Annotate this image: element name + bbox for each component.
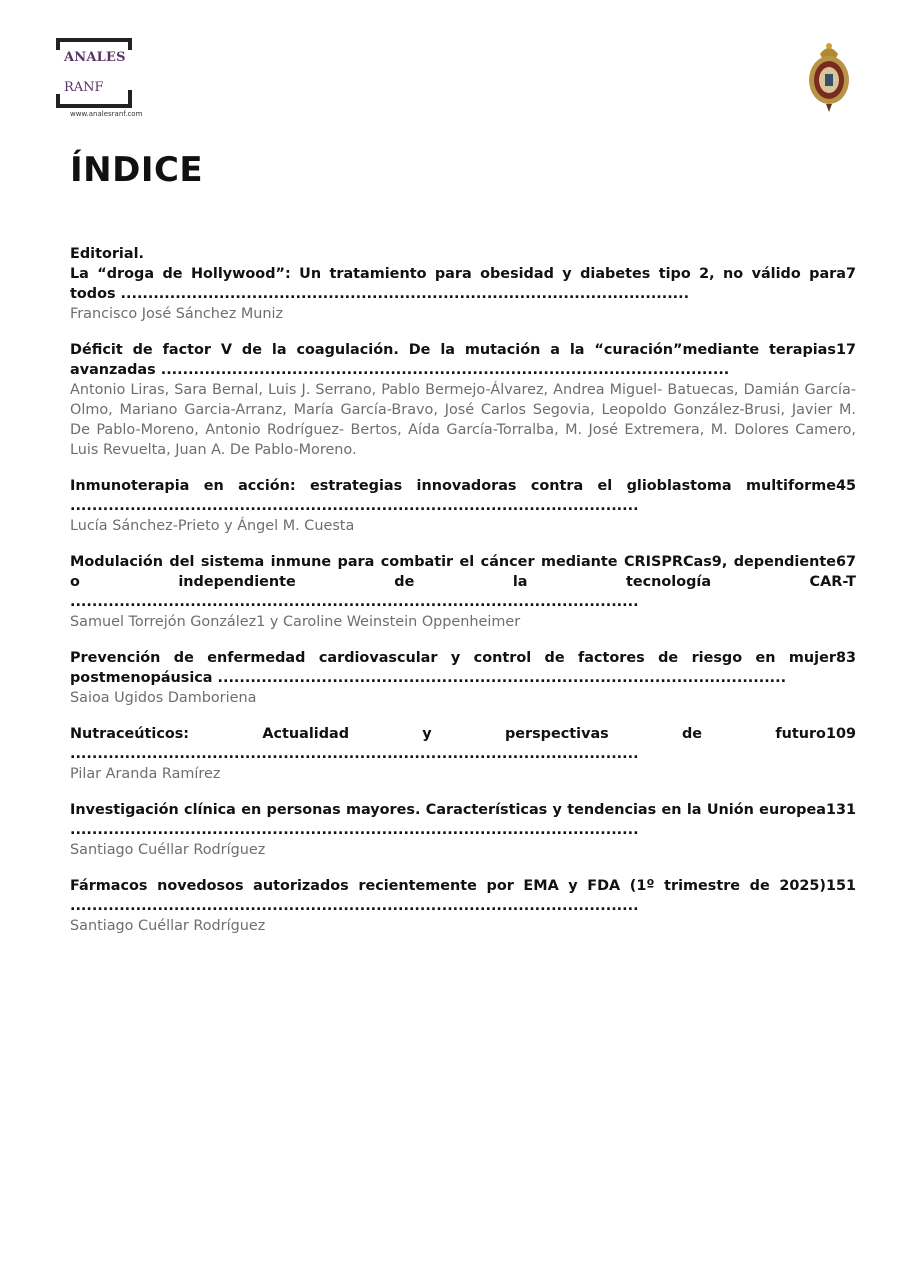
toc-entry: [70, 800, 856, 860]
editorial-label: Editorial.: [70, 246, 144, 262]
toc-entry-authors: Saioa Ugidos Damboriena: [70, 690, 257, 706]
logo-line-1: ANALES: [64, 50, 126, 65]
toc-entry-authors: Lucía Sánchez-Prieto y Ángel M. Cuesta: [70, 518, 355, 534]
logo-url: www.analesranf.com: [70, 110, 143, 118]
toc-entry-title: 7 La “droga de Hollywood”: Un tratamiento para obesidad y diabetes tipo 2, no válido para todos ........................................................................................................: [70, 266, 856, 302]
toc-entry: [70, 340, 856, 460]
toc-entry: [70, 876, 856, 936]
toc-entry-page: 109: [825, 726, 856, 742]
toc-entry-authors: Antonio Liras, Sara Bernal, Luis J. Serrano, Pablo Bermejo-Álvarez, Andrea Miguel- Batuecas, Damián García-Olmo, Mariano Garcia-Arranz, María García-Bravo, José Carlos Segovia, Leopoldo González-Brusi, Javier M. De Pablo-Moreno, Antonio Rodríguez- Bertos, Aída García-Torralba, M. José Extremera, M. Dolores Camero, Luis Revuelta, Juan A. De Pablo-Moreno.: [70, 382, 856, 458]
toc-entry: [70, 476, 856, 536]
toc-entry-page: 17: [835, 342, 856, 358]
table-of-contents: [70, 244, 856, 952]
toc-entry-title: 83 Prevención de enfermedad cardiovascular y control de factores de riesgo en mujer postmenopáusica ........................................................................................................: [70, 650, 856, 686]
toc-entry-page: 7: [845, 266, 856, 282]
toc-entry-page: 83: [835, 650, 856, 666]
toc-entry-authors: Samuel Torrejón González1 y Caroline Weinstein Oppenheimer: [70, 614, 521, 630]
toc-entry-authors: Francisco José Sánchez Muniz: [70, 306, 284, 322]
toc-entry: [70, 724, 856, 784]
logo-line-2: RANF: [64, 80, 104, 95]
toc-entry-title: 131 Investigación clínica en personas mayores. Características y tendencias en la Unión europea ........................................................................................................: [70, 802, 856, 838]
toc-entry: [70, 264, 856, 324]
page-title: ÍNDICE: [70, 150, 204, 190]
toc-entry-page: 45: [835, 478, 856, 494]
toc-entry-title: 17 Déficit de factor V de la coagulación. De la mutación a la “curación”mediante terapias avanzadas ........................................................................................................: [70, 342, 856, 378]
academy-crest-icon: [806, 40, 852, 114]
toc-entry-title: 109 Nutraceúticos: Actualidad y perspectivas de futuro ........................................................................................................: [70, 726, 856, 762]
toc-entry: [70, 648, 856, 708]
toc-entry-page: 131: [825, 802, 856, 818]
toc-entry-authors: Santiago Cuéllar Rodríguez: [70, 842, 266, 858]
toc-entry-title: 45 Inmunoterapia en acción: estrategias innovadoras contra el glioblastoma multiforme ........................................................................................................: [70, 478, 856, 514]
toc-entry: [70, 552, 856, 632]
toc-entry-page: 151: [825, 878, 856, 894]
toc-entry-title: 67 Modulación del sistema inmune para combatir el cáncer mediante CRISPRCas9, dependiente o independiente de la tecnología CAR-T ........................................................................................................: [70, 554, 856, 610]
toc-entry-title: 151 Fármacos novedosos autorizados recientemente por EMA y FDA (1º trimestre de 2025) ........................................................................................................: [70, 878, 856, 914]
toc-entry-authors: Pilar Aranda Ramírez: [70, 766, 221, 782]
toc-entry-page: 67: [835, 554, 856, 570]
journal-logo: [56, 38, 176, 122]
toc-entry-authors: Santiago Cuéllar Rodríguez: [70, 918, 266, 934]
